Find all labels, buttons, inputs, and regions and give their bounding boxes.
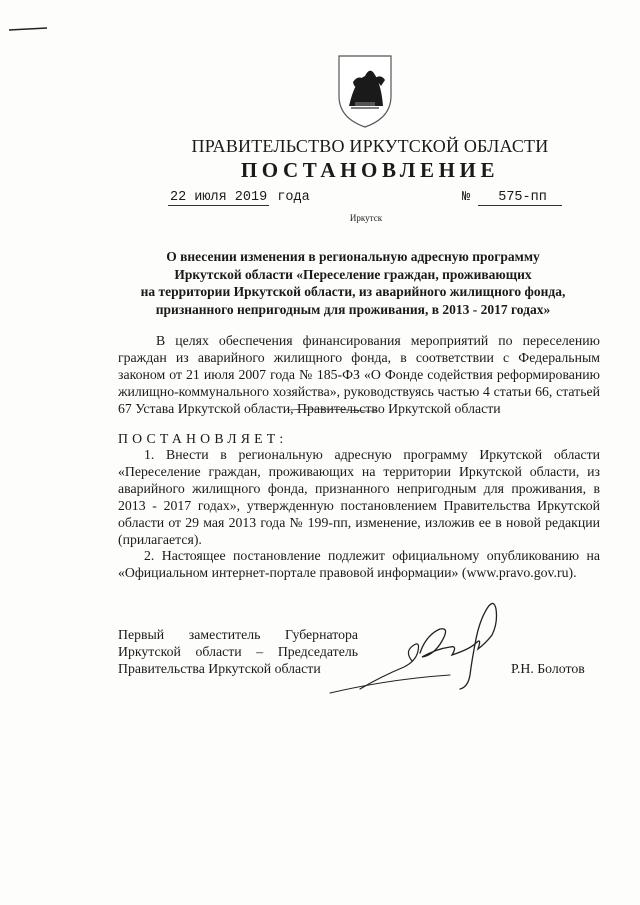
title-line: О внесении изменения в региональную адресную программу <box>166 249 540 264</box>
document-type: ПОСТАНОВЛЕНИЕ <box>240 158 500 182</box>
number-value: 575-пп <box>478 190 562 206</box>
coat-of-arms-icon <box>335 52 395 130</box>
title-line: на территории Иркутской области, из аварийного жилищного фонда, <box>140 284 566 299</box>
date-value: 22 июля 2019 <box>170 190 268 205</box>
signer-name: Р.Н. Болотов <box>511 661 585 676</box>
preamble-paragraph: В целях обеспечения финансирования мероприятий по переселению граждан из аварийного жилищного фонда, в соответствии с Федеральным законом от 21 июля 2007 года № 185-ФЗ «О Фонде содействия реформированию жилищно-коммунального хозяйства», руководствуясь частью 4 статьи 66, статьей 67 Устава Иркутской области, Правительство Иркутской области <box>118 333 600 416</box>
document-date <box>168 190 310 205</box>
signer-position-line: Иркутской области – Председатель <box>118 644 358 659</box>
signer-position-line: Первый заместитель Губернатора <box>118 627 358 642</box>
title-line: признанного непригодным для проживания, в 2013 - 2017 годах» <box>155 301 551 317</box>
city: Иркутск <box>349 213 383 223</box>
government-name: ПРАВИТЕЛЬСТВО ИРКУТСКОЙ ОБЛАСТИ <box>191 136 549 156</box>
number-prefix: № <box>462 190 471 205</box>
title-line: Иркутской области «Переселение граждан, проживающих <box>174 266 532 282</box>
document-title <box>118 248 588 318</box>
decree-word: ПОСТАНОВЛЯЕТ: <box>118 431 288 446</box>
date-suffix: года <box>277 190 310 205</box>
signer-position-line: Правительства Иркутской области <box>118 661 321 676</box>
handwritten-signature <box>300 595 520 705</box>
document-number <box>462 190 562 206</box>
scan-mark <box>8 26 48 32</box>
item-1-paragraph: 1. Внести в региональную адресную программу Иркутской области «Переселение граждан, проживающих на территории Иркутской области, из аварийного жилищного фонда, признанного непригодным для проживания, в 2013 - 2017 годах», утвержденную постановлением Правительства Иркутской области от 29 мая 2013 года № 199-пп, изменение, изложив ее в новой редакции (прилагается). <box>118 447 600 547</box>
item-2-paragraph: 2. Настоящее постановление подлежит официальному опубликованию на «Официальном интернет-портале правовой информации» (www.pravo.gov.ru). <box>118 548 600 580</box>
pen-underline-mark <box>288 407 378 413</box>
